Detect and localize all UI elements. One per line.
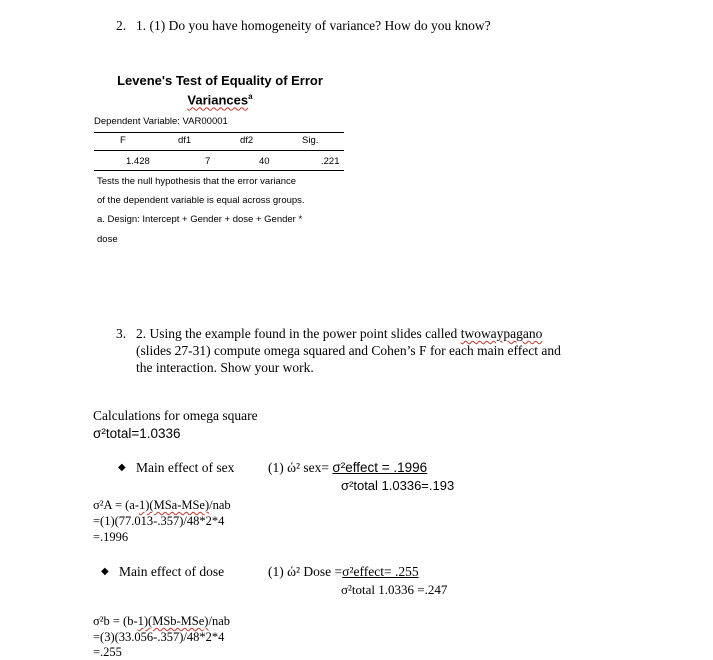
table-note-4: dose [97,234,118,245]
main-effect-sex-label: Main effect of sex [136,460,235,475]
table-bottom-rule [94,170,344,171]
col-header-f: F [120,135,126,146]
question-3-line3: the interaction. Show your work. [136,360,314,375]
sigma-total: σ²total=1.0336 [93,426,181,441]
omega-sex-numerator: σ²effect = .1996 [332,460,428,475]
sex-calc-result: =.1996 [93,530,129,544]
table-header-rule [94,150,344,151]
levene-title-superscript: a [248,92,253,101]
col-header-sig: Sig. [302,135,319,146]
twowaypagano-link: twowaypagano [460,326,543,341]
dose-formula-underlined: 1)(MSb-MSe) [137,614,209,628]
sex-formula-prefix: σ²A = (a- [93,498,139,512]
sex-calc-step: =(1)(77.013-.357)/48*2*4 [93,514,225,528]
value-f: 1.428 [126,156,150,167]
levene-title-text1: Levene's Test of Equality of Error [117,73,323,88]
levene-title-line2 [100,92,340,107]
table-top-rule [94,132,344,133]
omega-dose-line [268,564,419,580]
dose-formula-prefix: σ²b = (b- [93,614,138,628]
question-3-number: 3. [116,326,127,341]
omega-sex-denominator: σ²total 1.0336=.193 [341,478,455,493]
dose-formula-suffix: /nab [208,614,230,628]
dose-variance-formula [93,614,230,629]
calc-heading: Calculations for omega square [93,408,258,423]
dose-calc-step: =(3)(33.056-.357)/48*2*4 [93,630,225,644]
omega-dose-denominator: σ²total 1.0336 =.247 [341,582,448,597]
table-note-2: of the dependent variable is equal across groups. [97,195,305,206]
col-header-df1: df1 [178,135,192,146]
main-effect-dose-label: Main effect of dose [119,564,225,579]
omega-sex-prefix: (1) ώ² sex= [268,460,333,475]
table-note-3: a. Design: Intercept + Gender + dose + Gender * [97,214,303,225]
value-df1: 7 [205,156,211,167]
question-3-line1-text: 2. Using the example found in the power point slides called [136,326,461,341]
dependent-variable-label: Dependent Variable: VAR00001 [94,116,228,127]
dose-calc-result: =.255 [93,645,122,659]
omega-dose-prefix: (1) ώ² Dose = [268,564,343,579]
sex-formula-suffix: /nab [209,498,231,512]
sex-variance-formula [93,498,231,513]
col-header-df2: df2 [240,135,254,146]
levene-title-line1 [100,73,340,88]
question-2-1-text: 1. (1) Do you have homogeneity of variance? How do you know? [136,18,491,33]
question-2-number: 2. [116,18,127,33]
omega-sex-line [268,460,427,476]
bullet-icon: ◆ [101,566,109,577]
value-df2: 40 [259,156,270,167]
sex-formula-underlined: 1)(MSa-MSe) [139,498,210,512]
value-sig: .221 [321,156,340,167]
levene-title-text2: Variances [187,92,249,108]
bullet-icon: ◆ [118,462,126,473]
omega-dose-numerator: σ²effect= .255 [342,564,419,579]
question-3-line1 [136,326,542,342]
table-note-1: Tests the null hypothesis that the error variance [97,176,297,187]
question-3-line2: (slides 27-31) compute omega squared and Cohen’s F for each main effect and [136,343,561,358]
